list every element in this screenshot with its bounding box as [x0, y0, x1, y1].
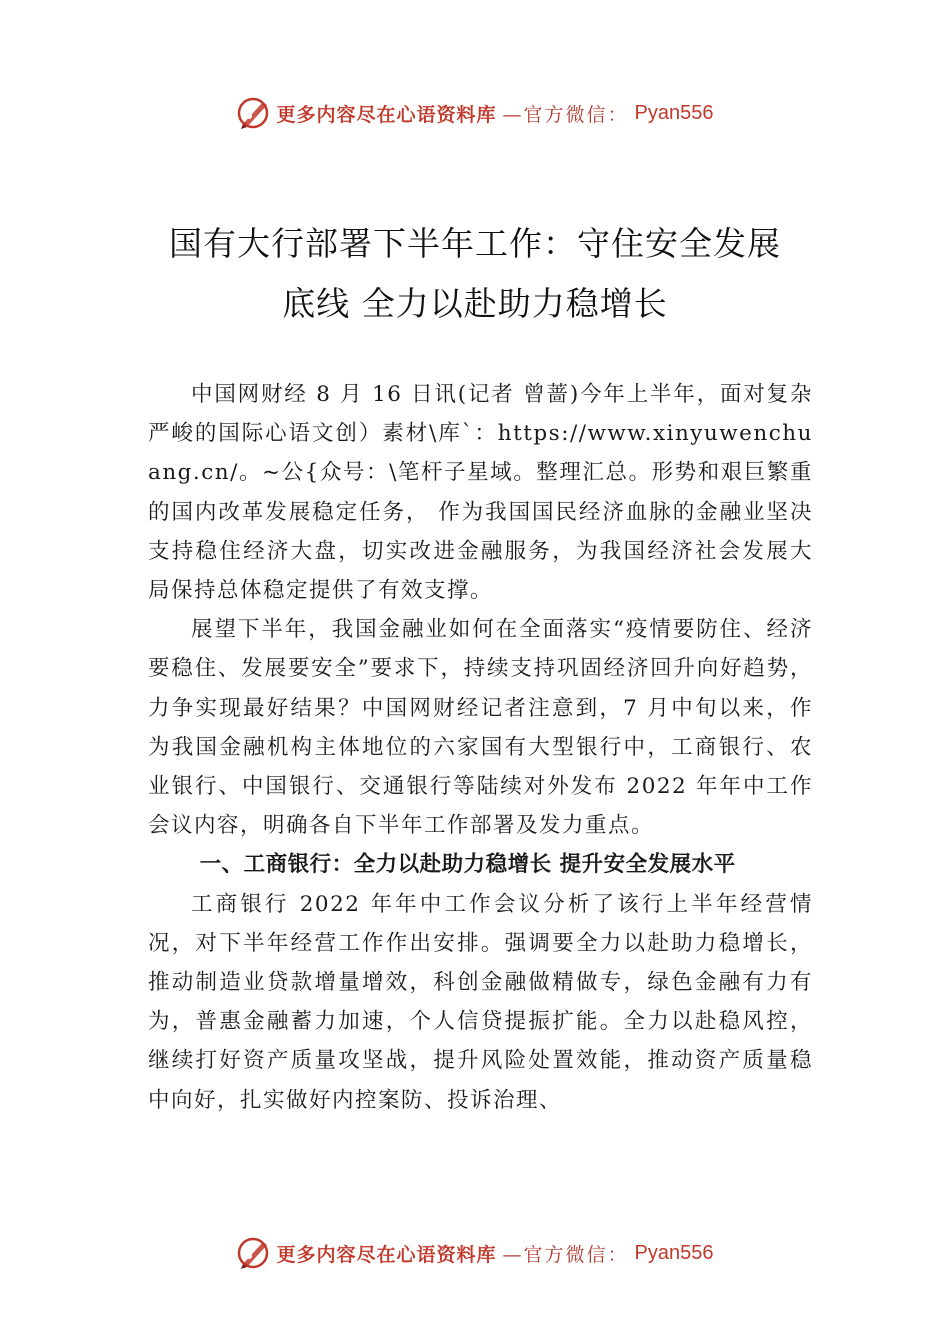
header-watermark	[0, 93, 950, 133]
watermark-main-text: 更多内容尽在心语资料库	[276, 103, 497, 126]
pen-logo-icon	[237, 1236, 271, 1270]
watermark-main-text: 更多内容尽在心语资料库	[276, 1243, 497, 1266]
watermark-sub-text: —官方微信：	[502, 103, 629, 126]
section-paragraph: 工商银行 2022 年年中工作会议分析了该行上半年经营情况，对下半年经营工作作出安排。强调要全力以赴助力稳增长，推动制造业贷款增量增效，科创金融做精做专，绿色金融有力有为，普惠金融蓄力加速，个人信贷提振扩能。全力以赴稳风控，继续打好资产质量攻坚战，提升风险处置效能，推动资产质量稳中向好，扎实做好内控案防、投诉治理、	[148, 891, 813, 1113]
watermark-sub-text: —官方微信：	[502, 1243, 629, 1266]
pen-logo-icon	[237, 96, 271, 130]
article-title-line-1: 国有大行部署下半年工作：守住安全发展	[169, 224, 781, 263]
section-heading: 一、工商银行：全力以赴助力稳增长 提升安全发展水平	[199, 852, 736, 878]
article-title-line-2: 底线 全力以赴助力稳增长	[282, 284, 668, 323]
watermark-wechat-id: Pyan556	[634, 1241, 714, 1264]
watermark-wechat-id: Pyan556	[634, 101, 714, 124]
article-body	[148, 375, 813, 1120]
footer-watermark	[0, 1233, 950, 1273]
article-paragraph-1: 中国网财经 8 月 16 日讯(记者 曾蔷)今年上半年，面对复杂严峻的国际心语文创）素材\库`：https://www.xinyuwenchuang.cn/。~公{众号：\笔杆子星域。整理汇总。形势和艰巨繁重的国内改革发展稳定任务， 作为我国国民经济血脉的金融业坚决支持稳住经济大盘，切实改进金融服务，为我国经济社会发展大局保持总体稳定提供了有效支撑。	[148, 382, 813, 604]
article-paragraph-2: 展望下半年，我国金融业如何在全面落实“疫情要防住、经济要稳住、发展要安全”要求下，持续支持巩固经济回升向好趋势，力争实现最好结果？中国网财经记者注意到，7 月中旬以来，作为我国金融机构主体地位的六家国有大型银行中，工商银行、农业银行、中国银行、交通银行等陆续对外发布 2022 年年中工作会议内容，明确各自下半年工作部署及发力重点。	[148, 617, 813, 839]
